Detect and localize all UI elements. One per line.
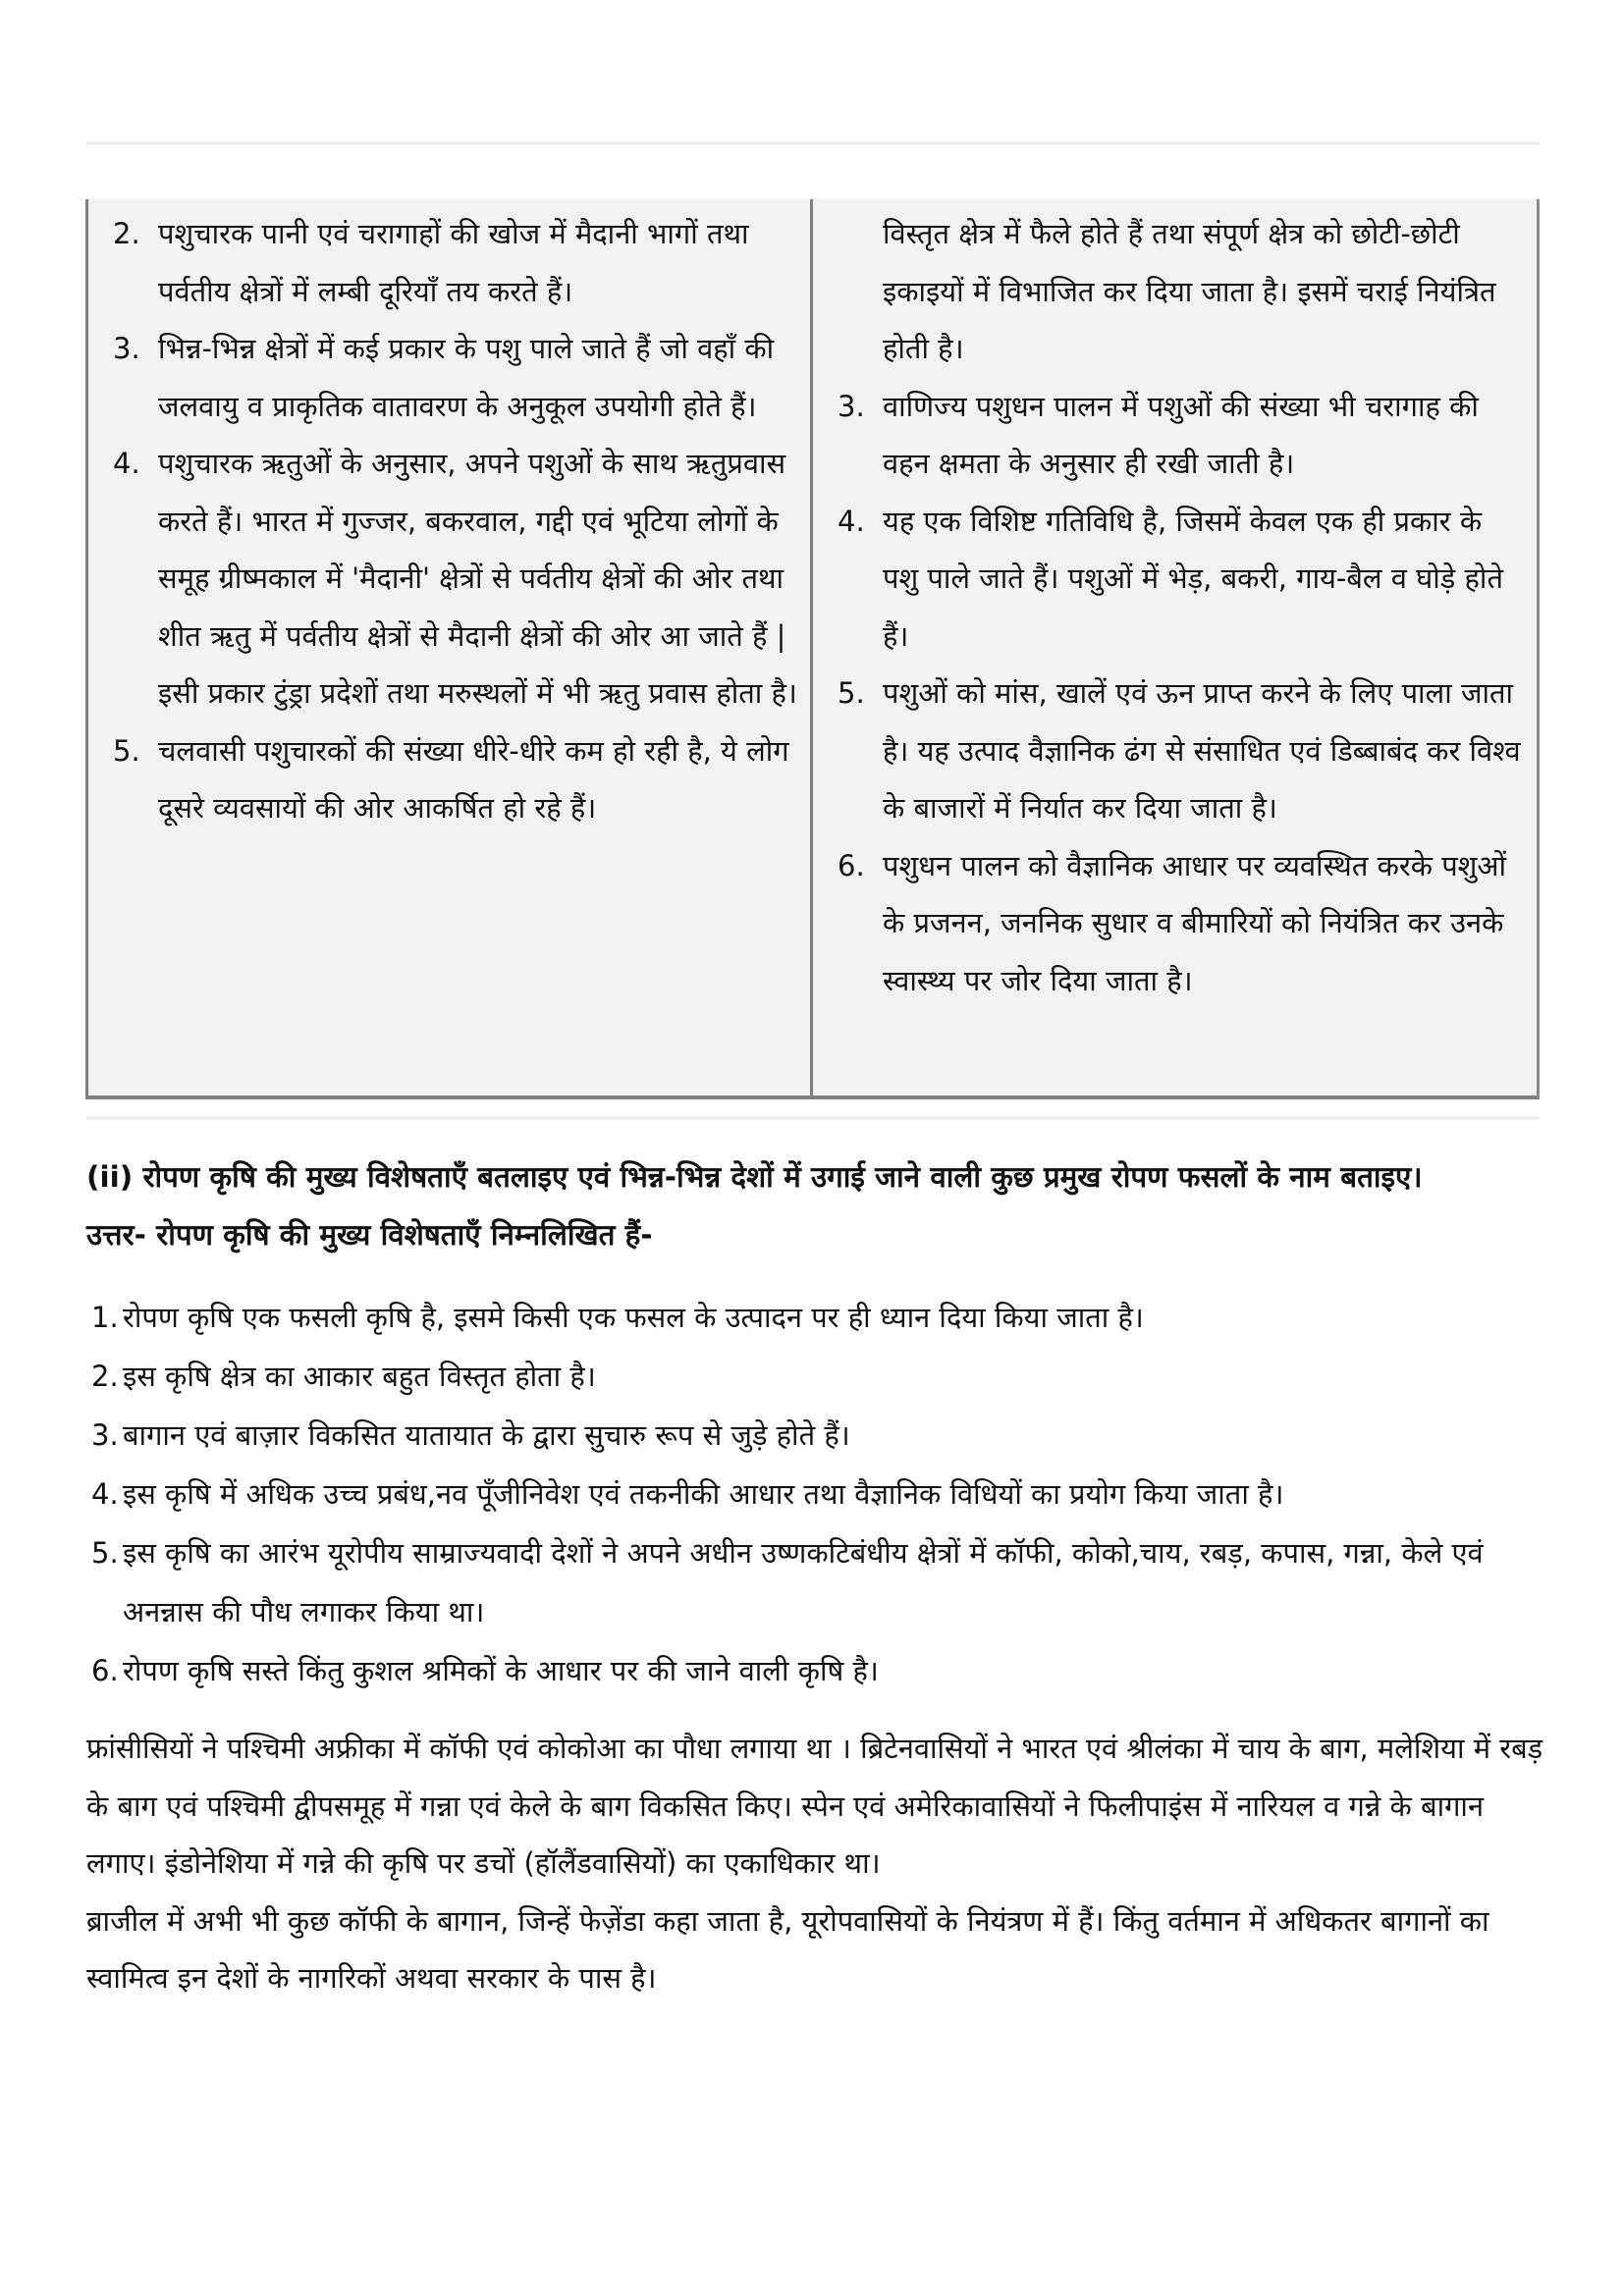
item-number: 6. <box>838 848 865 882</box>
item-text: भिन्न-भिन्न क्षेत्रों में कई प्रकार के पशु पाले जाते हैं जो वहाँ की जलवायु व प्राकृतिक वातावरण के अनुकूल उपयोगी होते हैं। <box>158 332 775 423</box>
item-text: विस्तृत क्षेत्र में फैले होते हैं तथा संपूर्ण क्षेत्र को छोटी-छोटी इकाइयों में विभाजित कर दिया जाता है। इसमें चराई नियंत्रित होती है। <box>883 217 1496 365</box>
list-item <box>813 378 1537 493</box>
list-item <box>88 435 810 722</box>
list-item <box>88 320 810 435</box>
list-item <box>813 493 1537 666</box>
table-left-column <box>88 199 813 1095</box>
features-list <box>86 1288 1549 1700</box>
item-text: इस कृषि क्षेत्र का आकार बहुत विस्तृत होता है। <box>123 1360 596 1393</box>
body-paragraphs <box>86 1720 1549 2007</box>
question-block <box>86 1148 1549 1264</box>
item-number: 1. <box>91 1301 119 1334</box>
list-item <box>86 1288 1549 1347</box>
list-item <box>813 665 1537 837</box>
item-text: वाणिज्य पशुधन पालन में पशुओं की संख्या भी चरागाह की वहन क्षमता के अनुसार ही रखी जाती है। <box>883 389 1479 480</box>
item-text: इस कृषि में अधिक उच्च प्रबंध,नव पूँजीनिवेश एवं तकनीकी आधार तथा वैज्ञानिक विधियों का प्रयोग किया जाता है। <box>123 1477 1284 1511</box>
item-text: रोपण कृषि सस्ते किंतु कुशल श्रमिकों के आधार पर की जाने वाली कृषि है। <box>123 1654 879 1687</box>
item-text: पशुचारक पानी एवं चरागाहों की खोज में मैदानी भागों तथा पर्वतीय क्षेत्रों में लम्बी दूरियाँ तय करते हैं। <box>158 217 749 308</box>
left-column-list <box>88 205 810 837</box>
question-title: (ii) रोपण कृषि की मुख्य विशेषताएँ बतलाइए एवं भिन्न-भिन्न देशों में उगाई जाने वाली कुछ प्रमुख रोपण फसलों के नाम बताइए। <box>86 1160 1423 1194</box>
item-number: 4. <box>838 504 865 538</box>
item-text: पशुओं को मांस, खालें एवं ऊन प्राप्त करने के लिए पाला जाता है। यह उत्पाद वैज्ञानिक ढंग से संसाधित एवं डिब्बाबंद कर विश्व के बाजारों में निर्यात कर दिया जाता है। <box>883 676 1521 825</box>
list-item <box>86 1641 1549 1700</box>
comparison-table <box>85 199 1540 1099</box>
item-number: 5. <box>838 676 865 710</box>
top-divider <box>86 141 1540 145</box>
item-number: 3. <box>113 332 140 365</box>
item-text: चलवासी पशुचारकों की संख्या धीरे-धीरे कम हो रही है, ये लोग दूसरे व्यवसायों की ओर आकर्षित हो रहे हैं। <box>158 733 789 825</box>
item-text: रोपण कृषि एक फसली कृषि है, इसमे किसी एक फसल के उत्पादन पर ही ध्यान दिया किया जाता है। <box>123 1301 1144 1334</box>
item-text: इस कृषि का आरंभ यूरोपीय साम्राज्यवादी देशों ने अपने अधीन उष्णकटिबंधीय क्षेत्रों में कॉफी, कोको,चाय, रबड़, कपास, गन्ना, केले एवं अनन्नास की पौध लगाकर किया था। <box>123 1536 1484 1629</box>
list-item <box>813 837 1537 1010</box>
list-item <box>88 205 810 320</box>
list-item <box>86 1465 1549 1523</box>
item-number: 3. <box>838 389 865 423</box>
section-divider <box>86 1116 1540 1120</box>
list-item <box>86 1347 1549 1406</box>
paragraph: ब्राजील में अभी भी कुछ कॉफी के बागान, जिन्हें फेज़ेंडा कहा जाता है, यूरोपवासियों के नियंत्रण में हैं। किंतु वर्तमान में अधिकतर बागानों का स्वामित्व इन देशों के नागरिकों अथवा सरकार के पास है। <box>86 1903 1489 1995</box>
paragraph: फ्रांसीसियों ने पश्चिमी अफ्रीका में कॉफी एवं कोकोआ का पौधा लगाया था । ब्रिटेनवासियों ने भारत एवं श्रीलंका में चाय के बाग, मलेशिया में रबड़ के बाग एवं पश्चिमी द्वीपसमूह में गन्ना एवं केले के बाग विकसित किए। स्पेन एवं अमेरिकावासियों ने फिलीपाइंस में नारियल व गन्ने के बागान लगाए। इंडोनेशिया में गन्ने की कृषि पर डचों (हॉलैंडवासियों) का एकाधिकार था। <box>86 1732 1543 1880</box>
item-number: 6. <box>91 1654 119 1687</box>
list-item <box>86 1523 1549 1641</box>
item-text: पशुचारक ऋतुओं के अनुसार, अपने पशुओं के साथ ऋतुप्रवास करते हैं। भारत में गुज्जर, बकरवाल, गद्दी एवं भूटिया लोगों के समूह ग्रीष्मकाल में 'मैदानी' क्षेत्रों से पर्वतीय क्षेत्रों की ओर तथा शीत ऋतु में पर्वतीय क्षेत्रों से मैदानी क्षेत्रों की ओर आ जाते हैं | इसी प्रकार टुंड्रा प्रदेशों तथा मरुस्थलों में भी ऋतु प्रवास होता है। <box>158 447 797 710</box>
item-number: 3. <box>91 1418 119 1452</box>
item-number: 4. <box>91 1477 119 1511</box>
item-text: बागान एवं बाज़ार विकसित यातायात के द्वारा सुचारु रूप से जुड़े होते हैं। <box>123 1418 850 1452</box>
item-text: यह एक विशिष्ट गतिविधि है, जिसमें केवल एक ही प्रकार के पशु पाले जाते हैं। पशुओं में भेड़, बकरी, गाय-बैल व घोड़े होते हैं। <box>883 504 1503 653</box>
item-number: 2. <box>91 1360 119 1393</box>
answer-intro: उत्तर- रोपण कृषि की मुख्य विशेषताएँ निम्नलिखित हैं- <box>86 1218 653 1252</box>
item-number: 5. <box>113 733 140 768</box>
list-item <box>86 1406 1549 1465</box>
table-right-column <box>813 199 1537 1095</box>
item-text: पशुधन पालन को वैज्ञानिक आधार पर व्यवस्थित करके पशुओं के प्रजनन, जननिक सुधार व बीमारियों को नियंत्रित कर उनके स्वास्थ्य पर जोर दिया जाता है। <box>883 848 1507 997</box>
list-item <box>88 722 810 837</box>
item-number: 4. <box>113 447 140 480</box>
item-number: 2. <box>113 217 140 250</box>
right-column-list <box>813 205 1537 1009</box>
list-item-continuation <box>813 205 1537 378</box>
item-number: 5. <box>91 1536 119 1570</box>
